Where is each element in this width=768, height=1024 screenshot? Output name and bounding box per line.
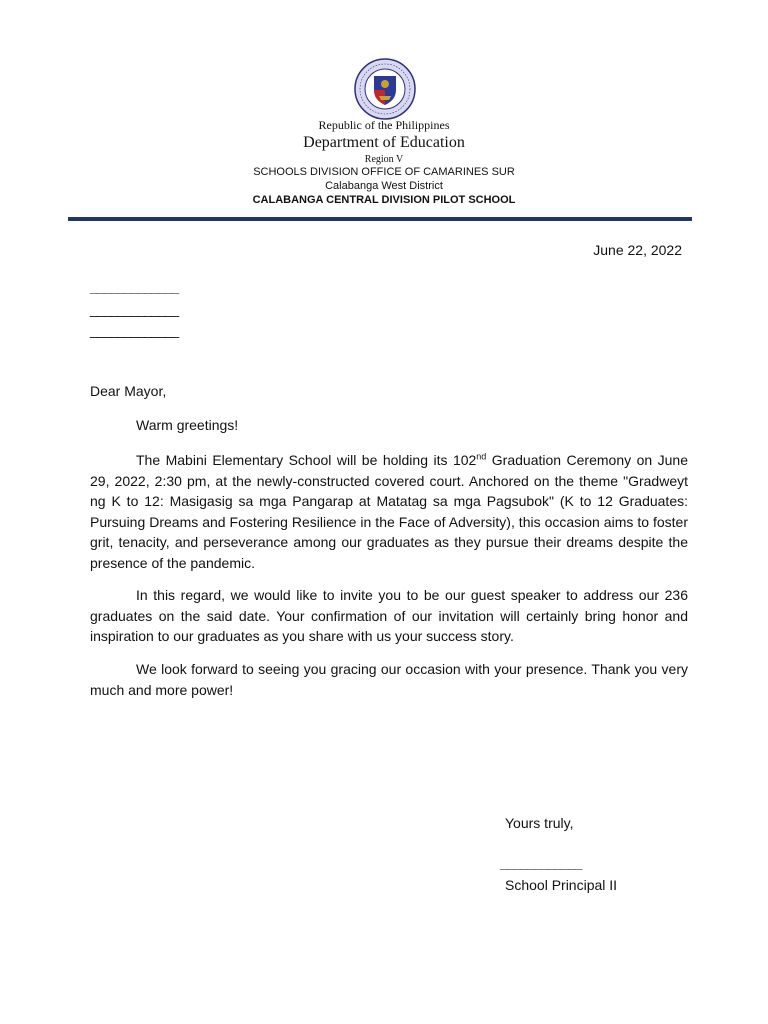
p3-text: We look forward to seeing you gracing our occasion with your presence. Thank you very much and more power! (90, 661, 688, 698)
salutation: Dear Mayor, (90, 383, 167, 399)
complimentary-close: Yours truly, (505, 815, 574, 831)
p1-text-end: Graduation Ceremony on June 29, 2022, 2:30 pm, at the newly-constructed covered court. Anchored on the theme "Gradweyt ng K to 12: Masigasig sa mga Pangarap at Matatag sa mga Pagsubok" (K to 12 Graduates: Pursuing Dreams and Fostering Resilience in the Face of Adversity), this occasion aims to foster grit, tenacity, and perseverance among our graduates as they pursue their dreams despite the presence of the pandemic. (90, 452, 688, 571)
p2-text: In this regard, we would like to invite you to be our guest speaker to address our 236 graduates on the said date. Your confirmation of our invitation will certainly bring honor and inspiration to our graduates as you share with us your success story. (90, 587, 688, 644)
paragraph-request (90, 585, 688, 647)
recipient-name-line: _____________ (90, 279, 179, 295)
header-region: Region V (364, 154, 404, 165)
p1-text-start: The Mabini Elementary School will be holding its 102 (136, 452, 477, 468)
header-school: CALABANGA CENTRAL DIVISION PILOT SCHOOL (252, 194, 516, 206)
paragraph-invitation (90, 450, 688, 573)
letter-date: June 22, 2022 (593, 242, 682, 258)
deped-seal (354, 58, 416, 120)
paragraph-closing (90, 659, 688, 700)
header-division: SCHOOLS DIVISION OFFICE OF CAMARINES SUR (253, 166, 515, 178)
recipient-address-line: _____________ (90, 322, 179, 338)
header-republic: Republic of the Philippines (318, 118, 450, 132)
ordinal-suffix: nd (476, 451, 487, 462)
signature-line: ____________ (500, 855, 582, 871)
header-divider (68, 217, 692, 221)
header-department: Department of Education (303, 134, 465, 151)
seal-icon (354, 58, 416, 120)
signatory-title: School Principal II (505, 877, 618, 893)
header-district: Calabanga West District (325, 180, 443, 192)
recipient-position-line: _____________ (90, 301, 179, 317)
greeting: Warm greetings! (136, 417, 239, 433)
